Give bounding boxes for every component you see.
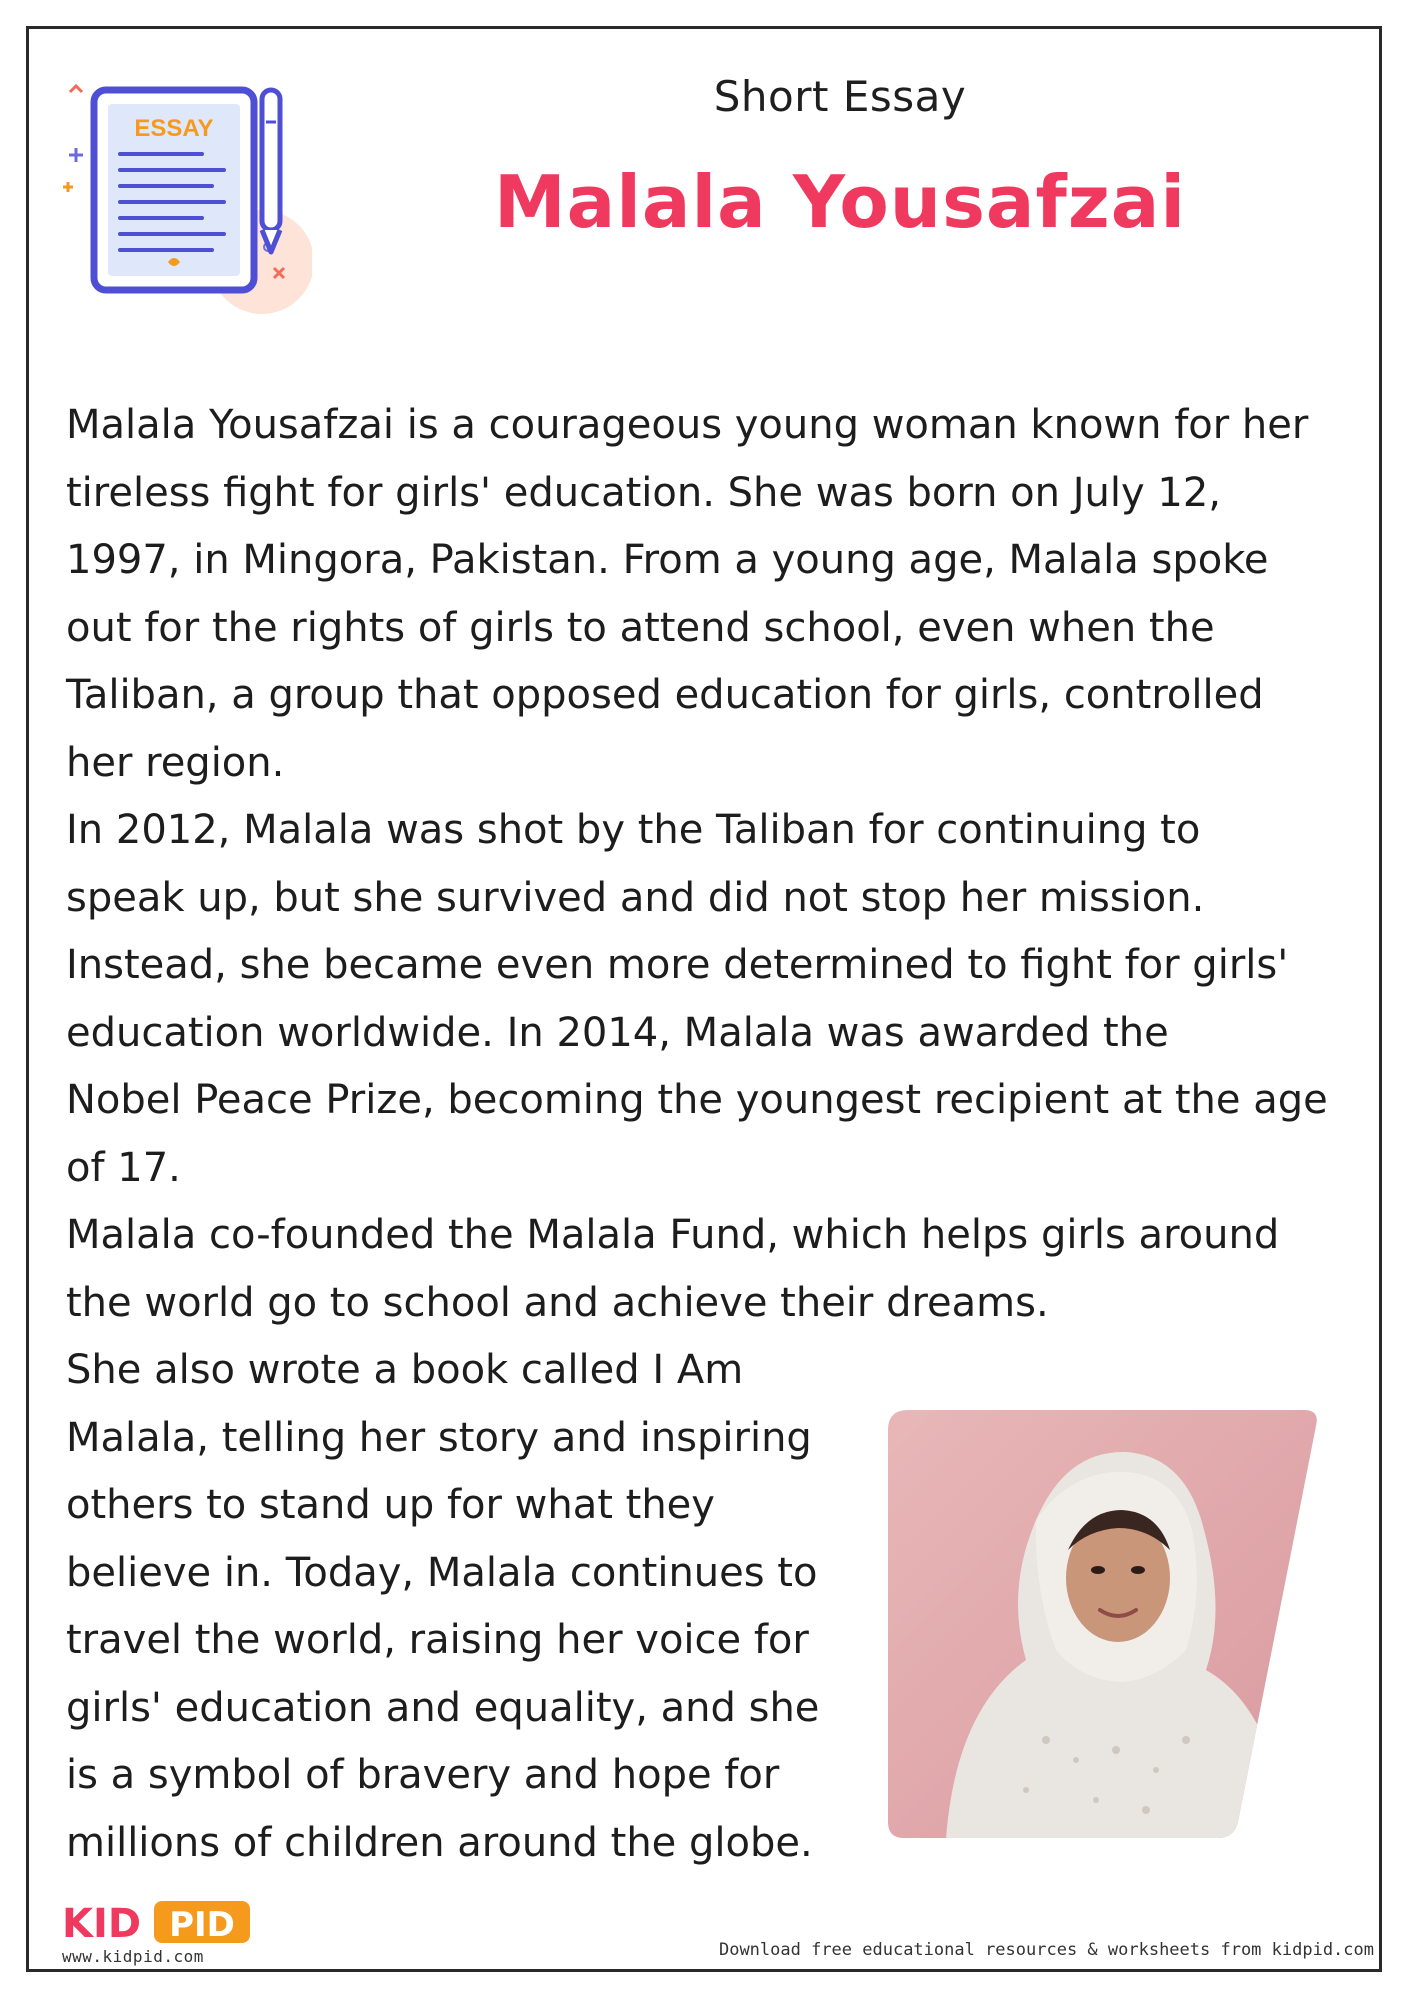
essay-icon-label: ESSAY [134,115,214,142]
essay-line: girls' education and equality, and she [66,1684,820,1731]
essay-line: out for the rights of girls to attend school, even when the [66,604,1215,651]
essay-line: Nobel Peace Prize, becoming the youngest recipient at the age [66,1077,1328,1123]
essay-line: travel the world, raising her voice for [66,1617,809,1663]
essay-line: Taliban, a group that opposed education for girls, controlled [66,672,1264,718]
essay-subtitle: Short Essay [713,72,967,121]
logo-url[interactable]: www.kidpid.com [62,1947,204,1966]
essay-line: Malala, telling her story and inspiring [66,1414,812,1461]
essay-line: is a symbol of bravery and hope for [66,1752,780,1798]
essay-line: Malala Yousafzai is a courageous young woman known for her [66,402,1309,448]
essay-line: of 17. [66,1144,181,1191]
essay-clipboard-icon [62,82,312,317]
essay-line: believe in. Today, Malala continues to [66,1549,818,1596]
logo-pid-text: PID [169,1905,235,1945]
portrait-photo [886,1410,1320,1838]
logo-kid-text: KID [62,1901,142,1945]
essay-line: She also wrote a book called I Am [66,1347,744,1393]
essay-line: In 2012, Malala was shot by the Taliban for continuing to [66,807,1201,853]
page-title: Malala Yousafzai [493,160,1187,244]
essay-line: Malala co-founded the Malala Fund, which helps girls around [66,1212,1280,1258]
footer-note: Download free educational resources & worksheets from kidpid.com [718,1940,1374,1960]
essay-line: Instead, she became even more determined to fight for girls' [66,942,1289,988]
essay-line: 1997, in Mingora, Pakistan. From a young age, Malala spoke [66,537,1269,583]
essay-line: education worldwide. In 2014, Malala was awarded the [66,1009,1169,1056]
essay-line: the world go to school and achieve their dreams. [66,1279,1049,1326]
kidpid-logo [62,1897,252,1945]
essay-line: others to stand up for what they [66,1482,715,1528]
essay-line: her region. [66,739,285,786]
essay-line: tireless fight for girls' education. She was born on July 12, [66,469,1221,516]
essay-line: speak up, but she survived and did not stop her mission. [66,874,1205,921]
essay-line: millions of children around the globe. [66,1819,813,1866]
